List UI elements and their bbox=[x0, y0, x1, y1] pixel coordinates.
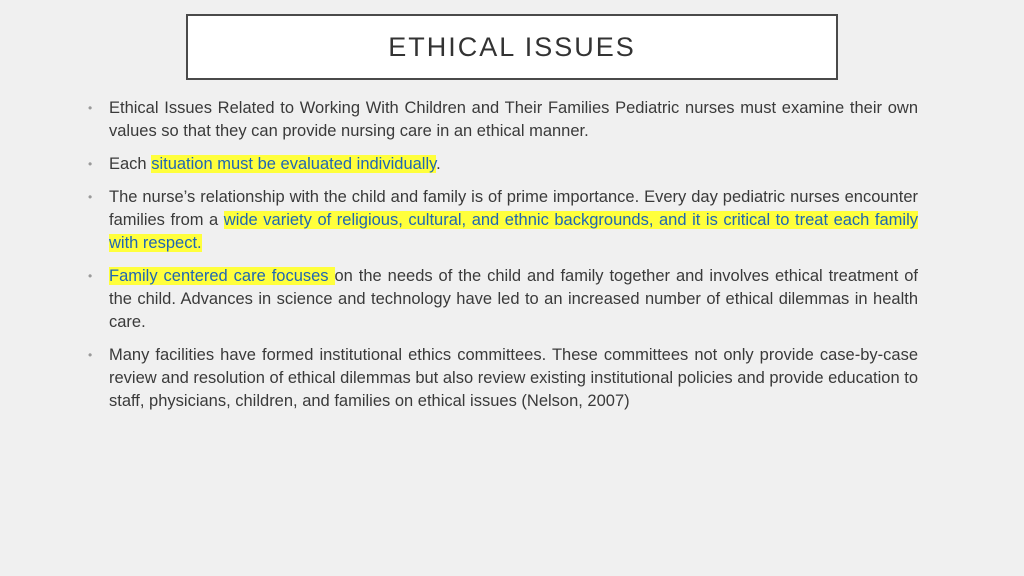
bullet-list bbox=[88, 97, 918, 423]
bullet-text bbox=[109, 186, 918, 255]
bullet-marker: • bbox=[88, 157, 93, 171]
highlighted-text: wide variety of religious, cultural, and ethnic backgrounds, and it is critical to treat each family with respect. bbox=[109, 211, 919, 252]
bullet-text bbox=[109, 153, 918, 176]
bullet-text-part: . bbox=[436, 155, 441, 173]
bullet-text-part: Each bbox=[109, 155, 152, 173]
bullet-item bbox=[88, 97, 918, 143]
bullet-marker: • bbox=[88, 269, 93, 283]
title-box bbox=[186, 14, 838, 80]
bullet-text-part: on the needs of the child and family together and involves ethical treatment of the child. Advances in science and technology have led to an increased number of ethical dilemmas in health care. bbox=[109, 267, 918, 331]
bullet-item bbox=[88, 186, 918, 255]
bullet-text-part: Ethical Issues Related to Working With Children and Their Families Pediatric nurses must examine their own values so that they can provide nursing care in an ethical manner. bbox=[109, 99, 918, 140]
bullet-item bbox=[88, 153, 918, 176]
bullet-marker: • bbox=[88, 101, 93, 115]
bullet-item bbox=[88, 344, 918, 413]
bullet-text-part: The nurse’s relationship with the child and family is of prime importance. Every day pediatric nurses encounter families from a bbox=[109, 188, 918, 229]
bullet-item bbox=[88, 265, 918, 334]
bullet-text bbox=[109, 97, 918, 143]
bullet-marker: • bbox=[88, 348, 93, 362]
highlighted-text: situation must be evaluated individually bbox=[151, 155, 437, 173]
bullet-text bbox=[109, 265, 918, 334]
slide-title: ETHICAL ISSUES bbox=[388, 31, 636, 62]
bullet-text-part: Many facilities have formed institutional ethics committees. These committees not only provide case-by-case review and resolution of ethical dilemmas but also review existing institutional policies and provide education to staff, physicians, children, and families on ethical issues (Nelson, 2007) bbox=[109, 346, 918, 410]
highlighted-text: Family centered care focuses bbox=[109, 267, 335, 285]
bullet-text bbox=[109, 344, 918, 413]
bullet-marker: • bbox=[88, 190, 93, 204]
